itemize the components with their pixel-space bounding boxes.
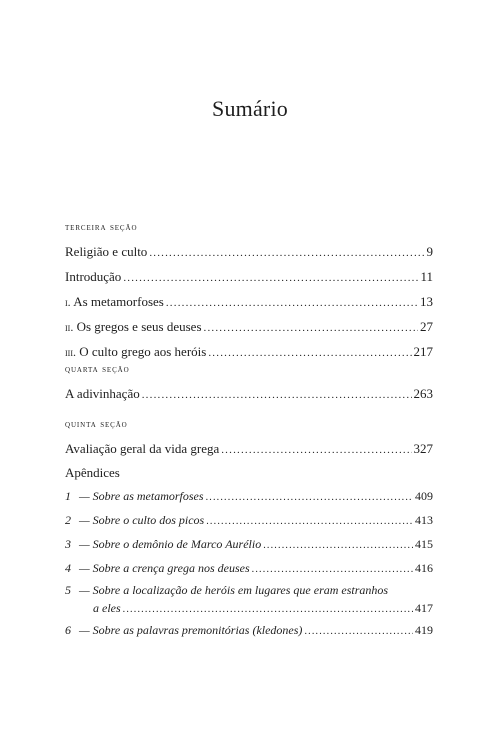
appendix-page: 417 — [415, 601, 433, 615]
toc-entry[interactable] — [65, 315, 433, 340]
leader-dots — [204, 316, 419, 340]
section-apendices — [65, 463, 433, 643]
leader-dots — [206, 511, 413, 533]
leader-dots — [221, 438, 411, 462]
appendix-page: 409 — [415, 489, 433, 503]
toc-entry[interactable] — [65, 340, 433, 365]
appendix-page: 419 — [415, 623, 433, 637]
section-quarta — [65, 364, 433, 407]
leader-dots — [123, 601, 413, 619]
toc-entry[interactable] — [65, 382, 433, 407]
entry-label: O culto grego aos heróis — [79, 344, 207, 359]
section-heading: quarta seção — [65, 364, 130, 375]
section-terceira — [65, 222, 433, 365]
entry-page: 217 — [413, 344, 433, 359]
entry-page: 11 — [420, 269, 433, 284]
entry-label: Introdução — [65, 269, 122, 284]
appendix-entry[interactable] — [65, 581, 433, 619]
chapter-numeral: ii. — [65, 320, 74, 334]
appendix-entry[interactable] — [65, 557, 433, 581]
appendix-label: — Sobre as metamorfoses — [79, 489, 204, 503]
appendix-label-continued: a eles — [93, 601, 121, 615]
chapter-numeral: iii. — [65, 345, 76, 359]
leader-dots — [142, 383, 412, 407]
entry-label: A adivinhação — [65, 386, 140, 401]
leader-dots — [263, 535, 413, 557]
toc-entry[interactable] — [65, 240, 433, 265]
appendix-number: 4 — [65, 561, 71, 575]
appendix-number: 5 — [65, 583, 71, 597]
appendices-heading: Apêndices — [65, 465, 120, 480]
entry-page: 327 — [413, 441, 433, 456]
leader-dots — [149, 241, 424, 265]
section-heading: quinta seção — [65, 419, 128, 430]
appendix-number: 1 — [65, 489, 71, 503]
appendix-number: 3 — [65, 537, 71, 551]
leader-dots — [208, 341, 411, 365]
entry-label: Avaliação geral da vida grega — [65, 441, 220, 456]
appendix-number: 2 — [65, 513, 71, 527]
appendix-entry[interactable] — [65, 485, 433, 509]
appendix-number: 6 — [65, 623, 71, 637]
toc-entry[interactable] — [65, 437, 433, 462]
entry-label: As metamorfoses — [73, 294, 164, 309]
appendix-page: 416 — [415, 561, 433, 575]
entry-label: Religião e culto — [65, 244, 148, 259]
leader-dots — [206, 487, 413, 509]
entry-page: 9 — [426, 244, 433, 259]
entry-page: 27 — [420, 319, 433, 334]
chapter-numeral: i. — [65, 295, 71, 309]
toc-entry[interactable] — [65, 265, 433, 290]
leader-dots — [123, 266, 418, 290]
appendix-page: 413 — [415, 513, 433, 527]
section-quinta — [65, 419, 433, 462]
appendix-page: 415 — [415, 537, 433, 551]
entry-page: 13 — [420, 294, 433, 309]
page-title: Sumário — [212, 96, 288, 121]
section-heading: terceira seção — [65, 222, 138, 233]
leader-dots — [166, 291, 418, 315]
appendix-label: — Sobre o culto dos picos — [79, 513, 205, 527]
leader-dots — [304, 621, 413, 643]
leader-dots — [252, 559, 413, 581]
appendix-entry[interactable] — [65, 533, 433, 557]
toc-entry[interactable] — [65, 290, 433, 315]
appendix-label: — Sobre a crença grega nos deuses — [79, 561, 250, 575]
appendix-label: — Sobre a localização de heróis em lugares que eram estranhos — [79, 583, 389, 597]
entry-label: Os gregos e seus deuses — [76, 319, 202, 334]
appendix-entry[interactable] — [65, 619, 433, 643]
appendix-label: — Sobre as palavras premonitórias (kledones) — [79, 623, 303, 637]
appendix-label: — Sobre o demônio de Marco Aurélio — [79, 537, 262, 551]
appendix-entry[interactable] — [65, 509, 433, 533]
entry-page: 263 — [413, 386, 433, 401]
